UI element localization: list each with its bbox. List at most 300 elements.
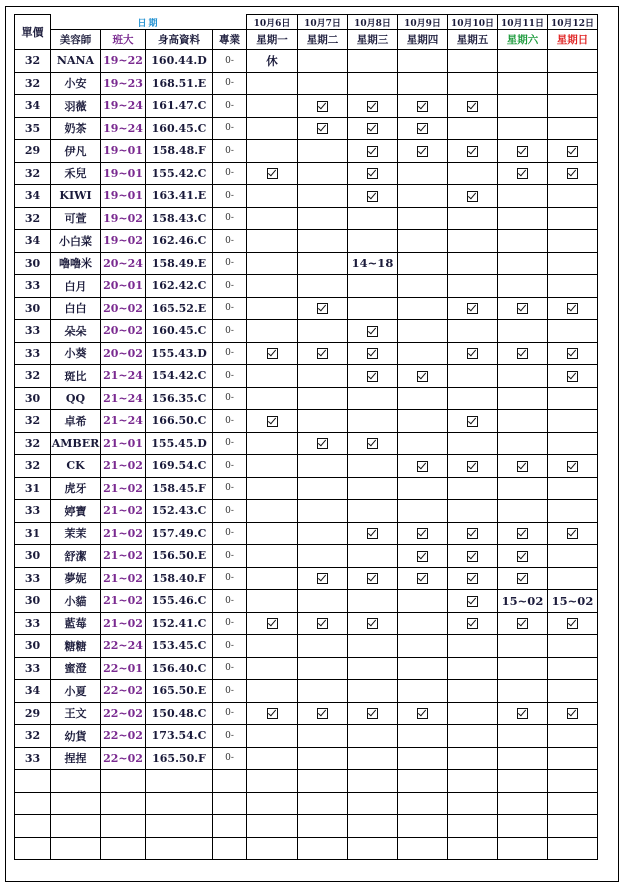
shift-header: 班大: [101, 30, 146, 50]
day-cell: [498, 185, 548, 208]
day-cell: [448, 477, 498, 500]
day-cell: [498, 500, 548, 523]
shift-cell: 20~02: [101, 297, 146, 320]
day-cell: [247, 252, 298, 275]
empty-cell: [146, 770, 213, 793]
day-cell: [298, 567, 348, 590]
checked-box-icon: [417, 573, 428, 584]
checked-box-icon: [317, 708, 328, 719]
day-cell: [398, 207, 448, 230]
day-cell: [448, 747, 498, 770]
price-cell: 32: [15, 432, 51, 455]
day-cell: [498, 365, 548, 388]
checked-box-icon: [317, 618, 328, 629]
day-cell: 休: [247, 50, 298, 73]
specialty-cell: 0-: [213, 320, 247, 343]
empty-cell: [448, 770, 498, 793]
table-row: [15, 545, 598, 568]
stylist-name-cell: 小貓: [51, 590, 101, 613]
height-info-cell: 160.44.D: [146, 50, 213, 73]
checked-box-icon: [517, 146, 528, 157]
day-cell: [548, 207, 598, 230]
day-cell: [448, 95, 498, 118]
price-cell: 30: [15, 252, 51, 275]
checked-box-icon: [517, 708, 528, 719]
empty-cell: [146, 792, 213, 815]
weekday-cell-saturday: 星期六: [498, 30, 548, 50]
day-cell: [498, 410, 548, 433]
day-cell: [247, 635, 298, 658]
table-row: [15, 747, 598, 770]
height-info-cell: 155.42.C: [146, 162, 213, 185]
day-cell: [348, 590, 398, 613]
stylist-name-cell: 白月: [51, 275, 101, 298]
checked-box-icon: [367, 168, 378, 179]
empty-row: [15, 770, 598, 793]
height-info-cell: 155.46.C: [146, 590, 213, 613]
day-cell: [448, 140, 498, 163]
checked-box-icon: [367, 708, 378, 719]
weekday-cell: 星期五: [448, 30, 498, 50]
shift-cell: 21~24: [101, 365, 146, 388]
specialty-cell: 0-: [213, 522, 247, 545]
checked-box-icon: [417, 461, 428, 472]
shift-cell: 19~24: [101, 117, 146, 140]
header-row-dates: [15, 15, 598, 30]
day-cell: [348, 410, 398, 433]
day-cell: [298, 432, 348, 455]
specialty-cell: 0-: [213, 455, 247, 478]
empty-cell: [15, 815, 51, 838]
day-cell: [498, 72, 548, 95]
day-cell: [247, 590, 298, 613]
day-cell: [398, 410, 448, 433]
stylist-name-cell: 可萱: [51, 207, 101, 230]
checked-box-icon: [467, 146, 478, 157]
day-cell: [247, 680, 298, 703]
day-cell: [398, 252, 448, 275]
day-cell: [398, 72, 448, 95]
date-cell: 10月8日: [348, 15, 398, 30]
day-cell: [498, 95, 548, 118]
day-cell: [298, 477, 348, 500]
day-cell: [448, 207, 498, 230]
empty-cell: [101, 815, 146, 838]
day-cell: [398, 477, 448, 500]
price-cell: 29: [15, 140, 51, 163]
price-cell: 32: [15, 162, 51, 185]
stylist-name-cell: 小葵: [51, 342, 101, 365]
checked-box-icon: [567, 461, 578, 472]
day-cell: [548, 410, 598, 433]
specialty-cell: 0-: [213, 387, 247, 410]
stylist-name-cell: 舒潔: [51, 545, 101, 568]
day-cell: [298, 725, 348, 748]
day-cell: 14~18: [348, 252, 398, 275]
day-cell: 15~02: [548, 590, 598, 613]
day-cell: [348, 185, 398, 208]
shift-cell: 22~24: [101, 635, 146, 658]
day-cell: [548, 680, 598, 703]
day-cell: [298, 522, 348, 545]
price-cell: 31: [15, 477, 51, 500]
empty-cell: [398, 815, 448, 838]
day-cell: [298, 185, 348, 208]
shift-cell: 20~01: [101, 275, 146, 298]
day-cell: [548, 365, 598, 388]
table-row: [15, 72, 598, 95]
day-cell: [398, 500, 448, 523]
price-cell: 33: [15, 500, 51, 523]
day-cell: [398, 275, 448, 298]
empty-cell: [146, 815, 213, 838]
shift-cell: 19~23: [101, 72, 146, 95]
day-cell: [498, 522, 548, 545]
height-info-cell: 163.41.E: [146, 185, 213, 208]
shift-cell: 20~24: [101, 252, 146, 275]
stylist-name-cell: 藍莓: [51, 612, 101, 635]
checked-box-icon: [517, 618, 528, 629]
checked-box-icon: [567, 371, 578, 382]
checked-box-icon: [567, 528, 578, 539]
table-row: [15, 320, 598, 343]
height-info-header: 身高資料: [146, 30, 213, 50]
empty-cell: [348, 837, 398, 860]
day-cell: [448, 342, 498, 365]
checked-box-icon: [367, 123, 378, 134]
day-cell: [548, 477, 598, 500]
day-cell: [298, 275, 348, 298]
day-cell: [548, 95, 598, 118]
day-cell: [498, 140, 548, 163]
day-cell: [298, 545, 348, 568]
day-cell: [398, 702, 448, 725]
day-cell: [498, 432, 548, 455]
empty-row: [15, 815, 598, 838]
day-cell: [247, 567, 298, 590]
day-cell: [298, 140, 348, 163]
stylist-name-cell: NANA: [51, 50, 101, 73]
day-cell: [498, 230, 548, 253]
day-cell: [548, 635, 598, 658]
day-cell: [247, 320, 298, 343]
empty-cell: [213, 815, 247, 838]
price-cell: 32: [15, 207, 51, 230]
table-row: [15, 590, 598, 613]
empty-cell: [298, 837, 348, 860]
height-info-cell: 158.43.C: [146, 207, 213, 230]
shift-cell: 21~02: [101, 522, 146, 545]
price-cell: 33: [15, 657, 51, 680]
price-cell: 31: [15, 522, 51, 545]
specialty-cell: 0-: [213, 230, 247, 253]
day-cell: [298, 162, 348, 185]
checked-box-icon: [417, 101, 428, 112]
weekday-cell: 星期一: [247, 30, 298, 50]
shift-cell: 21~02: [101, 545, 146, 568]
empty-cell: [298, 770, 348, 793]
height-info-cell: 162.42.C: [146, 275, 213, 298]
stylist-name-cell: 蜜澄: [51, 657, 101, 680]
day-cell: [448, 680, 498, 703]
day-cell: [348, 387, 398, 410]
day-cell: [398, 162, 448, 185]
empty-cell: [101, 837, 146, 860]
date-cell: 10月9日: [398, 15, 448, 30]
checked-box-icon: [367, 101, 378, 112]
day-cell: [398, 657, 448, 680]
shift-cell: 21~02: [101, 500, 146, 523]
day-cell: [448, 522, 498, 545]
table-row: [15, 410, 598, 433]
day-cell: [448, 657, 498, 680]
day-cell: [247, 432, 298, 455]
checked-box-icon: [467, 348, 478, 359]
price-cell: 30: [15, 635, 51, 658]
day-cell: [247, 725, 298, 748]
day-cell: [398, 185, 448, 208]
price-cell: 33: [15, 320, 51, 343]
specialty-cell: 0-: [213, 342, 247, 365]
day-cell: [498, 252, 548, 275]
height-info-cell: 166.50.C: [146, 410, 213, 433]
day-cell: [247, 117, 298, 140]
day-cell: [398, 95, 448, 118]
price-cell: 30: [15, 297, 51, 320]
day-cell: [298, 500, 348, 523]
day-cell: [498, 320, 548, 343]
day-cell: [548, 320, 598, 343]
day-cell: [398, 230, 448, 253]
height-info-cell: 153.45.C: [146, 635, 213, 658]
shift-cell: 21~02: [101, 567, 146, 590]
header-row-columns: [15, 30, 598, 50]
table-row: [15, 162, 598, 185]
height-info-cell: 158.49.E: [146, 252, 213, 275]
day-cell: [448, 410, 498, 433]
checked-box-icon: [467, 596, 478, 607]
empty-cell: [247, 815, 298, 838]
day-cell: [448, 297, 498, 320]
day-cell: [298, 230, 348, 253]
checked-box-icon: [367, 146, 378, 157]
table-row: [15, 297, 598, 320]
day-cell: [448, 162, 498, 185]
price-cell: 30: [15, 545, 51, 568]
shift-cell: 19~02: [101, 230, 146, 253]
shift-cell: 21~02: [101, 455, 146, 478]
checked-box-icon: [417, 708, 428, 719]
day-cell: [498, 612, 548, 635]
day-cell: [298, 117, 348, 140]
day-cell: [247, 387, 298, 410]
checked-box-icon: [567, 618, 578, 629]
day-cell: [498, 747, 548, 770]
specialty-cell: 0-: [213, 657, 247, 680]
shift-cell: 22~02: [101, 725, 146, 748]
day-cell: [448, 50, 498, 73]
specialty-cell: 0-: [213, 207, 247, 230]
day-cell: [448, 702, 498, 725]
height-info-cell: 169.54.C: [146, 455, 213, 478]
day-cell: [348, 95, 398, 118]
day-cell: [247, 612, 298, 635]
day-cell: [398, 590, 448, 613]
specialty-header: 專業: [213, 30, 247, 50]
day-cell: [448, 612, 498, 635]
day-cell: [247, 297, 298, 320]
day-cell: [448, 320, 498, 343]
empty-cell: [548, 815, 598, 838]
specialty-cell: 0-: [213, 50, 247, 73]
empty-cell: [15, 837, 51, 860]
day-cell: [298, 680, 348, 703]
day-cell: [448, 230, 498, 253]
specialty-cell: 0-: [213, 567, 247, 590]
checked-box-icon: [417, 146, 428, 157]
price-cell: 35: [15, 117, 51, 140]
day-cell: [298, 387, 348, 410]
height-info-cell: 165.50.F: [146, 747, 213, 770]
day-cell: [348, 432, 398, 455]
stylist-header: 美容師: [51, 30, 101, 50]
empty-cell: [498, 770, 548, 793]
day-cell: [298, 50, 348, 73]
day-cell: [498, 680, 548, 703]
table-row: [15, 702, 598, 725]
day-cell: [298, 612, 348, 635]
day-cell: [548, 702, 598, 725]
empty-cell: [101, 792, 146, 815]
checked-box-icon: [517, 528, 528, 539]
checked-box-icon: [567, 303, 578, 314]
height-info-cell: 160.45.C: [146, 117, 213, 140]
day-cell: [348, 680, 398, 703]
specialty-cell: 0-: [213, 252, 247, 275]
day-cell: [548, 747, 598, 770]
day-cell: [398, 455, 448, 478]
checked-box-icon: [417, 123, 428, 134]
table-row: [15, 117, 598, 140]
height-info-cell: 158.40.F: [146, 567, 213, 590]
checked-box-icon: [467, 551, 478, 562]
checked-box-icon: [567, 168, 578, 179]
checked-box-icon: [317, 573, 328, 584]
checked-box-icon: [467, 191, 478, 202]
day-cell: [348, 725, 398, 748]
day-cell: [298, 297, 348, 320]
day-cell: [398, 387, 448, 410]
day-cell: [298, 95, 348, 118]
height-info-cell: 156.35.C: [146, 387, 213, 410]
empty-cell: [548, 837, 598, 860]
specialty-cell: 0-: [213, 612, 247, 635]
height-info-cell: 154.42.C: [146, 365, 213, 388]
checked-box-icon: [317, 303, 328, 314]
day-cell: [298, 207, 348, 230]
shift-cell: 21~02: [101, 477, 146, 500]
checked-box-icon: [517, 168, 528, 179]
specialty-cell: 0-: [213, 500, 247, 523]
day-cell: [348, 477, 398, 500]
table-row: [15, 207, 598, 230]
height-info-cell: 156.50.E: [146, 545, 213, 568]
specialty-cell: 0-: [213, 297, 247, 320]
day-cell: [498, 702, 548, 725]
empty-cell: [146, 837, 213, 860]
day-cell: [247, 230, 298, 253]
day-cell: [348, 72, 398, 95]
day-cell: [247, 410, 298, 433]
day-cell: [247, 342, 298, 365]
checked-box-icon: [417, 371, 428, 382]
price-cell: 33: [15, 275, 51, 298]
day-cell: [348, 657, 398, 680]
day-cell: [448, 590, 498, 613]
specialty-cell: 0-: [213, 702, 247, 725]
day-cell: [298, 455, 348, 478]
day-cell: [548, 230, 598, 253]
height-info-cell: 161.47.C: [146, 95, 213, 118]
day-cell: [448, 432, 498, 455]
day-cell: [348, 230, 398, 253]
specialty-cell: 0-: [213, 477, 247, 500]
checked-box-icon: [267, 618, 278, 629]
empty-cell: [15, 770, 51, 793]
specialty-cell: 0-: [213, 117, 247, 140]
checked-box-icon: [517, 573, 528, 584]
checked-box-icon: [267, 708, 278, 719]
price-cell: 34: [15, 680, 51, 703]
height-info-cell: 158.45.F: [146, 477, 213, 500]
checked-box-icon: [417, 528, 428, 539]
table-row: [15, 657, 598, 680]
date-cell: 10月11日: [498, 15, 548, 30]
empty-cell: [548, 792, 598, 815]
empty-cell: [448, 837, 498, 860]
empty-cell: [348, 792, 398, 815]
specialty-cell: 0-: [213, 635, 247, 658]
day-cell: [498, 342, 548, 365]
day-cell: [548, 432, 598, 455]
price-cell: 30: [15, 590, 51, 613]
checked-box-icon: [517, 303, 528, 314]
shift-cell: 21~02: [101, 590, 146, 613]
shift-cell: 19~22: [101, 50, 146, 73]
empty-cell: [398, 770, 448, 793]
day-cell: [398, 680, 448, 703]
day-cell: [247, 522, 298, 545]
day-cell: [498, 657, 548, 680]
table-row: [15, 522, 598, 545]
stylist-name-cell: 小白菜: [51, 230, 101, 253]
day-cell: [448, 500, 498, 523]
stylist-name-cell: KIWI: [51, 185, 101, 208]
day-cell: [448, 455, 498, 478]
stylist-name-cell: 朵朵: [51, 320, 101, 343]
height-info-cell: 168.51.E: [146, 72, 213, 95]
empty-row: [15, 792, 598, 815]
day-cell: [448, 387, 498, 410]
checked-box-icon: [317, 348, 328, 359]
stylist-name-cell: 伊凡: [51, 140, 101, 163]
empty-cell: [348, 815, 398, 838]
height-info-cell: 150.48.C: [146, 702, 213, 725]
table-row: [15, 140, 598, 163]
checked-box-icon: [567, 146, 578, 157]
empty-cell: [247, 792, 298, 815]
height-info-cell: 152.41.C: [146, 612, 213, 635]
